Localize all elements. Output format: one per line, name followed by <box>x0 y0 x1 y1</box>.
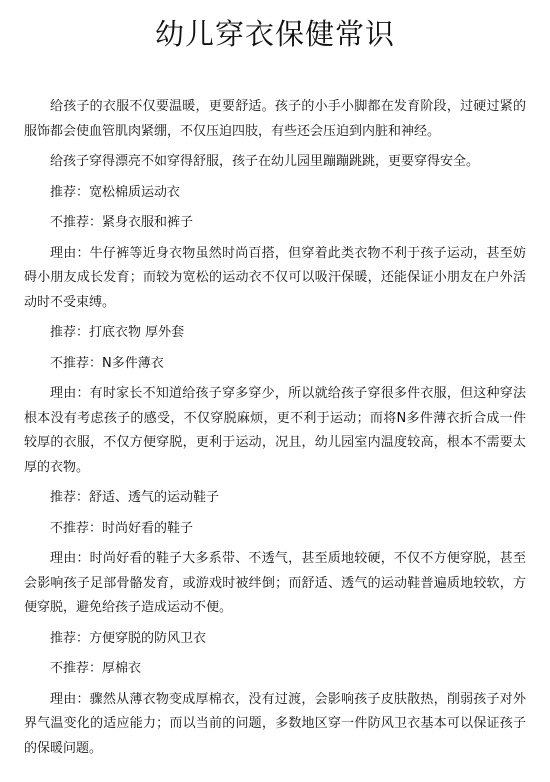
recommend-line: 推荐：舒适、透气的运动鞋子 <box>50 490 220 505</box>
reason-paragraph: 理由：有时家长不知道给孩子穿多穿少，所以就给孩子穿很多件衣服，但这种穿法根本没有考虑孩子的感受，不仅穿脱麻烦，更不利于运动；而将N多件薄衣折合成一件较厚的衣服，不仅方便穿脱，更利于运动，况且，幼儿园室内温度较高，根本不需要太厚的衣物。 <box>24 386 526 475</box>
recommend-line: 推荐：宽松棉质运动衣 <box>50 184 181 200</box>
not-recommend-line: 不推荐：时尚好看的鞋子 <box>50 520 194 536</box>
intro-paragraph-2: 给孩子穿得漂亮不如穿得舒服，孩子在幼儿园里蹦蹦跳跳，更要穿得安全。 <box>50 154 480 169</box>
recommend-line: 推荐：方便穿脱的防风卫衣 <box>50 630 207 646</box>
reason-paragraph: 理由：骤然从薄衣物变成厚棉衣，没有过渡，会影响孩子皮肤散热，削弱孩子对外界气温变化的适应能力；而以当前的问题，多数地区穿一件防风卫衣基本可以保证孩子的保暖问题。 <box>24 691 526 756</box>
reason-paragraph: 理由：时尚好看的鞋子大多系带、不透气，甚至质地较硬，不仅不方便穿脱，甚至会影响孩子足部骨骼发育，或游戏时被绊倒；而舒适、透气的运动鞋普遍质地较软，方便穿脱，避免给孩子造成运动不便。 <box>24 551 526 615</box>
intro-paragraph: 给孩子的衣服不仅要温暖，更要舒适。孩子的小手小脚都在发育阶段，过硬过紧的服饰都会使血管肌肉紧绷，不仅压迫四肢，有些还会压迫到内脏和神经。 <box>24 99 526 139</box>
not-recommend-line: 不推荐：紧身衣服和裤子 <box>50 215 194 230</box>
reason-paragraph: 理由：牛仔裤等近身衣物虽然时尚百搭，但穿着此类衣物不利于孩子运动，甚至妨碍小朋友成长发育；而较为宽松的运动衣不仅可以吸汗保暖，还能保证小朋友在户外活动时不受束缚。 <box>24 245 526 310</box>
not-recommend-line: 不推荐：N多件薄衣 <box>50 355 164 371</box>
document-title: 幼儿穿衣保健常识 <box>154 17 395 51</box>
recommend-line: 推荐：打底衣物 厚外套 <box>50 325 185 340</box>
document-body <box>24 95 526 767</box>
not-recommend-line: 不推荐：厚棉衣 <box>50 661 142 676</box>
